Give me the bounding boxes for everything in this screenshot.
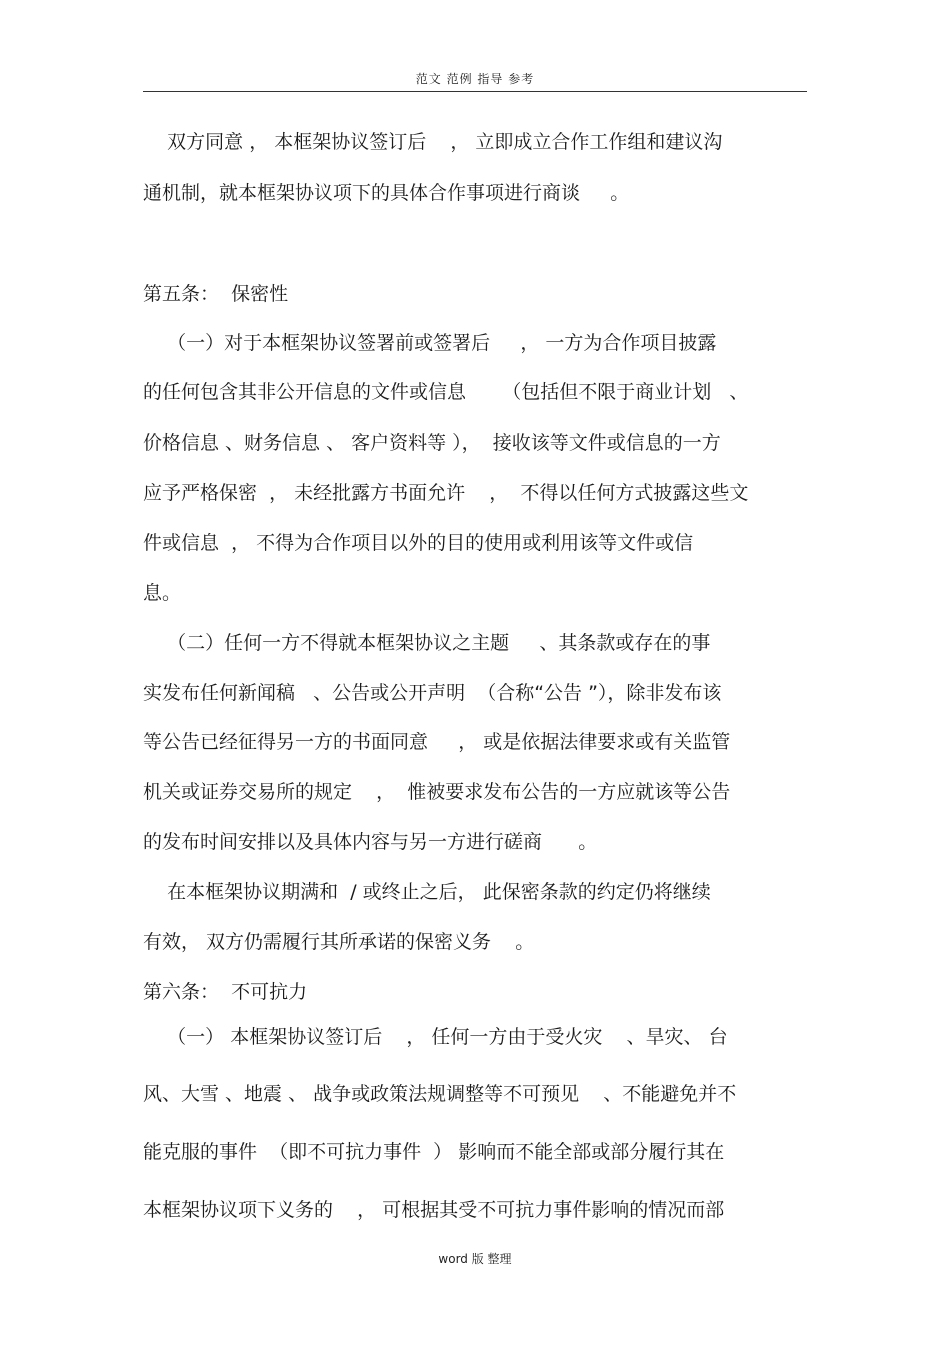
body-line: 的发布时间安排以及具体内容与另一方进行磋商 。: [143, 831, 598, 853]
section-heading: 第五条： 保密性: [143, 283, 289, 305]
body-line: （一） 本框架协议签订后 ， 任何一方由于受火灾 、旱灾、 台: [143, 1026, 728, 1048]
body-line: 息。: [143, 582, 182, 604]
page-header: 范文 范例 指导 参考: [415, 72, 535, 86]
body-line: 有效， 双方仍需履行其所承诺的保密义务 。: [143, 931, 535, 953]
body-line: 双方同意 ， 本框架协议签订后 ， 立即成立合作工作组和建议沟: [143, 131, 723, 153]
body-line: 应予严格保密 ， 未经批露方书面允许 ， 不得以任何方式披露这些文: [143, 482, 749, 504]
header-rule: [143, 91, 807, 92]
body-line: 等公告已经征得另一方的书面同意 ， 或是依据法律要求或有关监管: [143, 731, 731, 753]
body-line: 通机制，就本框架协议项下的具体合作事项进行商谈 。: [143, 182, 630, 204]
body-line: 机关或证券交易所的规定 ， 惟被要求发布公告的一方应就该等公告: [143, 781, 731, 803]
section-heading: 第六条： 不可抗力: [143, 981, 308, 1003]
body-line: 在本框架协议期满和 / 或终止之后， 此保密条款的约定仍将继续: [143, 881, 711, 903]
body-line: 件或信息 ， 不得为合作项目以外的目的使用或利用该等文件或信: [143, 532, 694, 554]
body-line: 的任何包含其非公开信息的文件或信息 （包括但不限于商业计划 、: [143, 381, 749, 403]
page-footer: word 版 整理: [438, 1252, 512, 1266]
body-line: 本框架协议项下义务的 ， 可根据其受不可抗力事件影响的情况而部: [143, 1199, 725, 1221]
body-line: （二）任何一方不得就本框架协议之主题 、其条款或存在的事: [143, 632, 711, 654]
body-line: （一）对于本框架协议签署前或签署后 ， 一方为合作项目披露: [143, 332, 717, 354]
body-line: 风、大雪 、地震 、 战争或政策法规调整等不可预见 、不能避免并不: [143, 1083, 737, 1105]
body-line: 实发布任何新闻稿 、公告或公开声明 （合称“公告 ”），除非发布该: [143, 682, 722, 704]
body-line: 能克服的事件 （即不可抗力事件 ） 影响而不能全部或部分履行其在: [143, 1141, 725, 1163]
body-line: 价格信息 、财务信息 、 客户资料等 ）， 接收该等文件或信息的一方: [143, 432, 721, 454]
